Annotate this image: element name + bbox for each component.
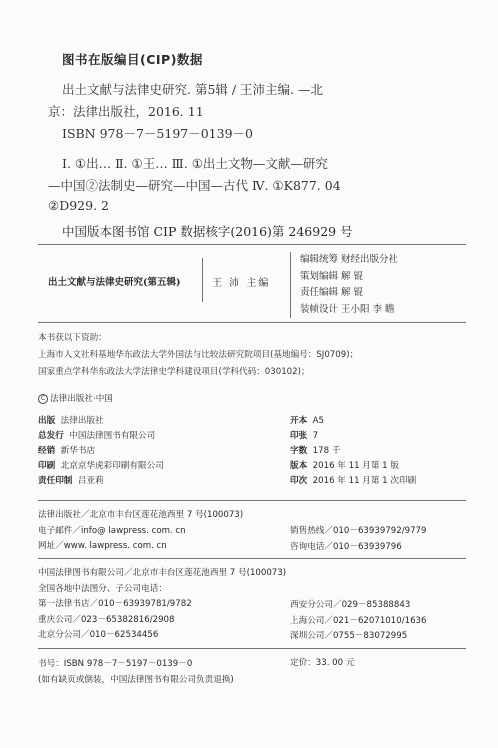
divider <box>38 244 466 245</box>
divider <box>290 252 291 318</box>
copyright-line <box>38 392 113 404</box>
copyright-icon: C <box>38 394 48 404</box>
pub-value: 吕亚莉 <box>77 476 104 486</box>
funding-line: 本书获以下资助： <box>38 333 107 343</box>
publisher-phones <box>290 524 426 555</box>
pub-label: 责任印制 <box>38 476 73 486</box>
consult-phone: 咨询电话／010－63939796 <box>290 541 402 552</box>
cip-line: 京：法律出版社，2016. 11 <box>48 104 204 119</box>
cip-heading: 图书在版编目(CIP)数据 <box>62 52 203 67</box>
pub-label: 印刷 <box>38 461 56 471</box>
divider <box>38 322 466 323</box>
pub-label: 印次 <box>290 476 308 486</box>
book-number: 书号：ISBN 978－7－5197－0139－0 <box>38 659 193 669</box>
publisher-address: 法律出版社／北京市丰台区莲花池西里 7 号(100073) <box>38 510 244 520</box>
cip-line: Ⅰ. ①出… Ⅱ. ①王… Ⅲ. ①出土文物—文献—研究 <box>62 156 328 171</box>
copyright-text: 法律出版社·中国 <box>50 394 113 404</box>
cip-line: ②D929. 2 <box>48 198 109 213</box>
pub-value: 2016 年 11 月第 1 次印刷 <box>312 476 417 486</box>
pub-value: 2016 年 11 月第 1 版 <box>312 461 399 471</box>
distribution-info <box>38 566 286 644</box>
divider <box>202 258 203 302</box>
branch-phone: 北京分公司／010－62534456 <box>38 630 159 640</box>
publisher-website: 网址／www. lawpress. com. cn <box>38 541 167 551</box>
footer-isbn-block <box>38 656 234 688</box>
funding-block <box>38 330 358 381</box>
publisher-email: 电子邮件／info@ lawpress. com. cn <box>38 525 186 536</box>
pub-value: 中国法律图书有限公司 <box>69 431 156 441</box>
funding-line: 上海市人文社科基地华东政法大学外国法与比较法研究院项目(基地编号：SJ0709)； <box>38 350 359 360</box>
pub-value: 法律出版社 <box>60 416 104 426</box>
pub-label: 总发行 <box>38 431 64 441</box>
role-line: 装帧设计 王小阳 李 瞻 <box>300 303 395 315</box>
pub-label: 印张 <box>290 431 308 441</box>
cip-verification: 中国版本图书馆 CIP 数据核字(2016)第 246929 号 <box>62 224 353 239</box>
pub-label: 出版 <box>38 416 56 426</box>
divider <box>38 558 466 559</box>
pub-value: 北京京华虎彩印刷有限公司 <box>60 461 164 471</box>
pub-value: 178 千 <box>312 446 341 456</box>
pub-label: 版本 <box>290 461 308 471</box>
divider <box>38 648 466 649</box>
sales-hotline: 销售热线／010－63939792/9779 <box>290 526 427 536</box>
publication-info-right <box>290 414 416 489</box>
role-line: 策划编辑 解 锟 <box>300 270 364 282</box>
role-line: 责任编辑 解 锟 <box>300 287 364 298</box>
cip-line: 出土文献与法律史研究. 第5辑 / 王沛主编. —北 <box>62 82 324 97</box>
cip-line: —中国②法制史—研究—中国—古代 Ⅳ. ①K877. 04 <box>48 178 341 193</box>
branch-phone: 重庆公司／023－65382816/2908 <box>38 614 175 625</box>
branch-phone: 深圳公司／0755－83072995 <box>290 631 408 641</box>
publisher-contact <box>38 508 243 555</box>
distribution-info-right <box>290 598 426 645</box>
branch-phone: 第一法律书店／010－63939781/9782 <box>38 599 192 609</box>
distributor-intro: 全国各地中法图分、子公司电话： <box>38 583 167 594</box>
pub-value: 新华书店 <box>60 446 96 456</box>
price: 定价：33. 00 元 <box>290 658 355 668</box>
book-title: 出土文献与法律史研究(第五辑) <box>48 277 181 288</box>
role-line: 编辑统筹 财经出版分社 <box>300 254 399 265</box>
distributor-address: 中国法律图书有限公司／北京市丰台区莲花池西里 7 号(100073) <box>38 568 287 578</box>
pub-value: A5 <box>312 416 325 426</box>
pub-label: 经销 <box>38 446 56 456</box>
pub-value: 7 <box>312 431 319 441</box>
cip-isbn: ISBN 978－7－5197－0139－0 <box>62 126 253 141</box>
branch-phone: 西安分公司／029－85388843 <box>290 600 411 610</box>
branch-phone: 上海公司／021－62071010/1636 <box>290 615 427 626</box>
funding-line: 国家重点学科华东政法大学法律史学科建设项目(学科代码：030102)； <box>38 367 310 377</box>
pub-label: 开本 <box>290 416 308 426</box>
pub-label: 字数 <box>290 446 308 456</box>
editorial-roles <box>300 252 398 318</box>
book-editor: 王 沛 主编 <box>212 278 271 289</box>
divider <box>38 500 466 501</box>
publication-info-left <box>38 414 164 489</box>
return-note: (如有缺页或倒装，中国法律图书有限公司负责退换) <box>38 675 234 685</box>
